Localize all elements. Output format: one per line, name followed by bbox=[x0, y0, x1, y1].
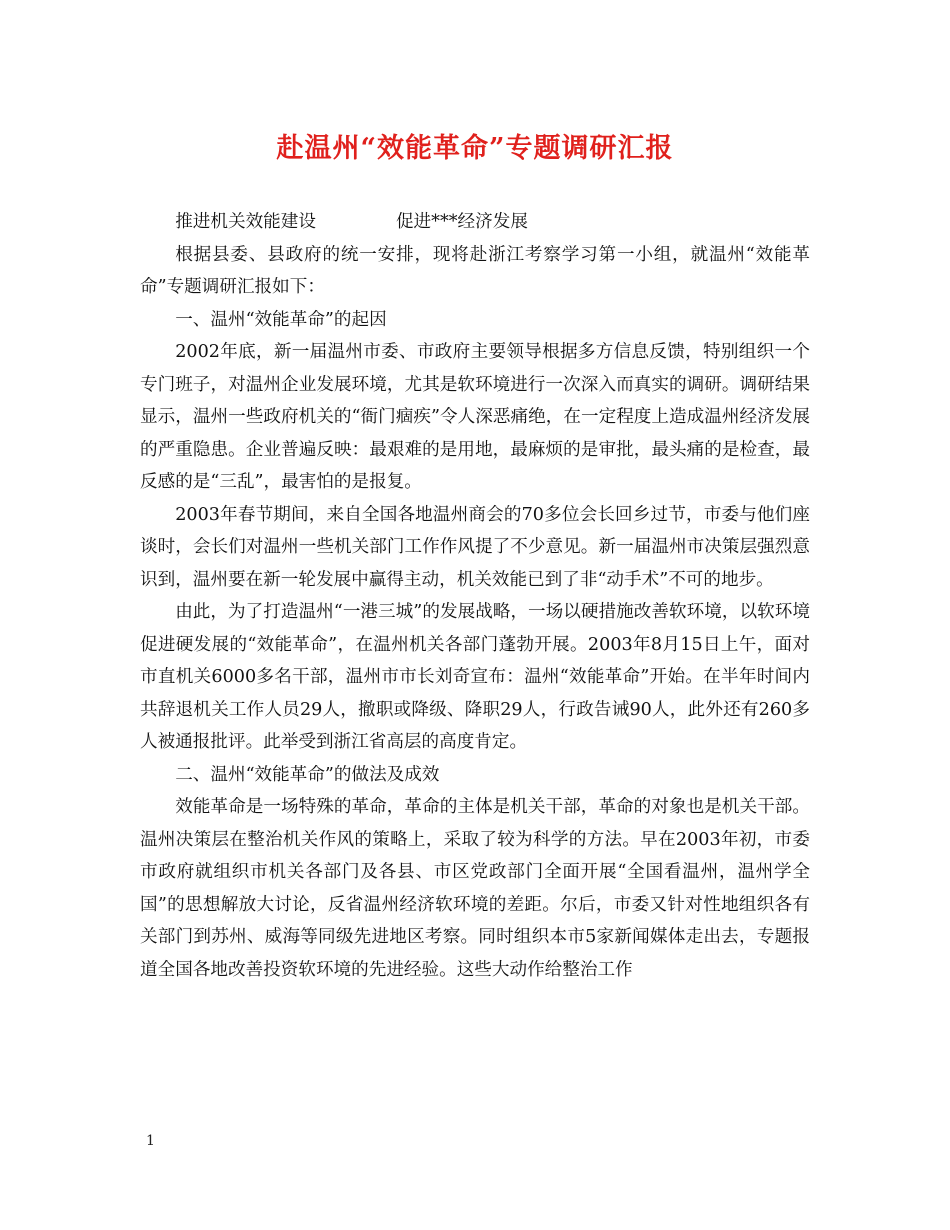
paragraph: 2002年底，新一届温州市委、市政府主要领导根据多方信息反馈，特别组织一个专门班子，对温州企业发展环境，尤其是软环境进行一次深入而真实的调研。调研结果显示，温州一些政府机关的“衙门痼疾”令人深恶痛绝，在一定程度上造成温州经济发展的严重隐患。企业普遍反映：最艰难的是用地，最麻烦的是审批，最头痛的是检查，最反感的是“三乱”，最害怕的是报复。 bbox=[140, 342, 810, 492]
document-title: 赴温州“效能革命”专题调研汇报 bbox=[276, 133, 674, 164]
paragraph-intro: 根据县委、县政府的统一安排，现将赴浙江考察学习第一小组，就温州“效能革命”专题调研汇报如下： bbox=[140, 244, 810, 297]
section-heading-2: 二、温州“效能革命”的做法及成效 bbox=[175, 764, 440, 785]
document-body bbox=[140, 206, 810, 986]
subtitle-line bbox=[140, 206, 810, 239]
paragraph: 由此，为了打造温州“一港三城”的发展战略，一场以硬措施改善软环境，以软环境促进硬发展的“效能革命”，在温州机关各部门蓬勃开展。2003年8月15日上午，面对市直机关6000多名干部，温州市市长刘奇宣布：温州“效能革命”开始。在半年时间内共辞退机关工作人员29人，撤职或降级、降职29人，行政告诫90人，此外还有260多人被通报批评。此举受到浙江省高层的高度肯定。 bbox=[140, 602, 810, 752]
paragraph: 效能革命是一场特殊的革命，革命的主体是机关干部，革命的对象也是机关干部。温州决策层在整治机关作风的策略上，采取了较为科学的方法。早在2003年初，市委市政府就组织市机关各部门及各县、市区党政部门全面开展“全国看温州，温州学全国”的思想解放大讨论，反省温州经济软环境的差距。尔后，市委又针对性地组织各有关部门到苏州、威海等同级先进地区考察。同时组织本市5家新闻媒体走出去，专题报道全国各地改善投资软环境的先进经验。这些大动作给整治工作 bbox=[140, 797, 810, 980]
paragraph: 2003年春节期间，来自全国各地温州商会的70多位会长回乡过节，市委与他们座谈时，会长们对温州一些机关部门工作作风提了不少意见。新一届温州市决策层强烈意识到，温州要在新一轮发展中赢得主动，机关效能已到了非“动手术”不可的地步。 bbox=[140, 504, 810, 590]
page-number: 1 bbox=[146, 1133, 155, 1149]
subtitle-left: 推进机关效能建设 bbox=[175, 212, 316, 232]
subtitle-right: 促进***经济发展 bbox=[395, 212, 528, 232]
section-heading-1: 一、温州“效能革命”的起因 bbox=[175, 309, 387, 330]
